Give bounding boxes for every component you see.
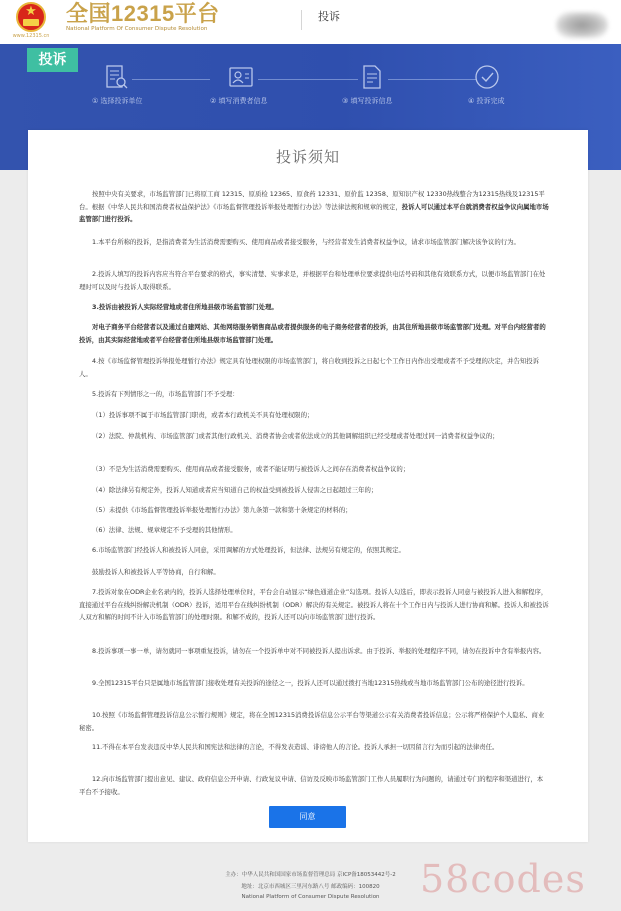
emblem-star-icon: ★ [25,4,37,19]
notice-item-5-4: （4）除法律另有规定外，投诉人知道或者应当知道自己的权益受到被投诉人侵害之日起超过三年的； [92,486,378,494]
building-search-icon [101,62,131,92]
notice-item-5-6: （6）法律、法规、规章规定不予受理的其他情形。 [92,526,237,534]
notice-item-11: 11.不得在本平台发表违反中华人民共和国宪法和法律的言论，不得发表造谣、诽谤他人的言论。投诉人承担一切因留言行为而引起的法律责任。 [92,743,499,751]
notice-item-6-detail: 鼓励投诉人和被投诉人平等协商，自行和解。 [92,568,220,576]
step-2-label: ② 填写消费者信息 [210,97,268,105]
notice-item-2: 2.投诉人填写的投诉内容应当符合平台要求的格式，事实清楚、实事求是，并根据平台和处理单位要求提供电话号码和其他有效联系方式，以便市场监管部门在处理时可以及时与投诉人取得联系。 [79,270,546,291]
notice-item-3: 3.投诉由被投诉人实际经营地或者住所地县级市场监管部门处理。 [92,303,278,311]
notice-item-5-5: （5）未提供《市场监督管理投诉举报处理暂行办法》第九条第一款和第十条规定的材料的； [92,506,352,514]
notice-item-5: 5.投诉有下列情形之一的，市场监管部门不予受理： [92,390,239,398]
header-divider [301,10,302,30]
notice-item-6: 6.市场监管部门经投诉人和被投诉人同意，采用调解的方式处理投诉，但法律、法规另有规定的，依照其规定。 [92,546,405,554]
national-emblem-logo[interactable] [4,2,58,40]
document-icon [356,62,386,92]
notice-item-12: 12.向市场监管部门提出意见、建议、政府信息公开申请、行政复议申请、信访及反映市场监管部门工作人员履职行为问题的，请通过专门的程序和渠道进行，本平台不予接收。 [79,775,544,796]
user-avatar-blurred[interactable] [556,12,608,38]
step-connector [388,79,476,80]
nav-title: 投诉 [318,10,340,23]
step-3-label: ③ 填写投诉信息 [342,97,393,105]
page-title: 投诉须知 [275,148,340,166]
notice-item-7: 7.投诉对象在ODR企业名录内的，投诉人选择处理单位时，平台会自动显示“绿色通道企业”勾选项。投诉人勾选后，即表示投诉人同意与被投诉人进入和解程序，直接通过平台在线纠纷解决机制（ODR）投诉，适用平台在线纠纷机制（ODR）解决的有关规定。被投诉人将在十个工作日内与投诉人进行协商和解。投诉人和被投诉人双方和解的时间不计入市场监管部门的处理时限。和解不成的，投诉人还可以向市场监管部门进行投诉。 [79,588,549,621]
step-1-label: ① 选择投诉单位 [92,97,143,105]
watermark-text: 58codes [420,857,586,901]
footer-sponsor: 主办：中华人民共和国国家市场监督管理总局 京ICP备18053442号-2 [225,872,396,878]
notice-card [28,130,588,842]
intro-bold-text: 投诉人可以通过本平台就消费者权益争议向属地市场监管部门进行投诉。 [79,202,549,223]
notice-item-10: 10.按照《市场监督管理投诉信息公示暂行规则》规定，将在全国12315消费投诉信息公示平台等渠道公示有关消费者投诉信息；公示将严格保护个人隐私、商业秘密。 [79,711,545,732]
logo-url: www.12315.cn [12,33,50,39]
notice-item-8: 8.投诉事项一事一单，请勿就同一事项重复投诉，请勿在一个投诉单中对不同被投诉人提出诉求。由于投诉、举报的处理程序不同，请勿在投诉中含有举报内容。 [92,647,546,655]
top-header [0,0,621,44]
notice-item-1: 1.本平台所称的投诉，是指消费者为生活消费需要购买、使用商品或者接受服务，与经营者发生消费者权益争议，请求市场监管部门解决该争议的行为。 [92,238,520,246]
section-tag: 投诉 [27,48,78,72]
notice-item-5-1: （1）投诉事项不属于市场监管部门职责，或者本行政机关不具有处理权限的； [92,411,314,419]
step-connector [132,79,210,80]
notice-item-3-detail: 对电子商务平台经营者以及通过自建网站、其他网络服务销售商品或者提供服务的电子商务经营者的投诉，由其住所地县级市场监管部门处理。对平台内经营者的投诉，由其实际经营地或者平台经营者住所地县级市场监管部门处理。 [79,323,546,344]
intro-paragraph [79,188,549,226]
notice-item-5-2: （2）法院、仲裁机构、市场监管部门或者其他行政机关、消费者协会或者依法成立的其他调解组织已经受理或者处理过同一消费者权益争议的； [92,432,499,440]
intro-text: 按照中央有关要求，市场监管部门已将原工商 12315、原质检 12365、原食药 12331、原价监 12358、原知识产权 12330热线整合为12315热线及12315平台。根据《中华人民共和国消费者权益保护法》《市场监督管理投诉举报处理暂行办法》等法律法规和规章的规定， [79,190,545,211]
step-4-label: ④ 投诉完成 [468,97,505,105]
brand-title[interactable]: 全国12315平台 [66,1,220,26]
footer-platform-name: National Platform of Consumer Dispute Resolution [241,894,380,900]
notice-item-9: 9.全国12315平台只是属地市场监管部门接收处理有关投诉的途径之一，投诉人还可以通过拨打当地12315热线或当地市场监管部门公布的途径进行投诉。 [92,679,529,687]
user-card-icon [226,62,256,92]
notice-item-4: 4.按《市场监督管理投诉举报处理暂行办法》规定具有处理权限的市场监管部门，将自收到投诉之日起七个工作日内作出受理或者不予受理的决定，并告知投诉人。 [79,357,540,378]
step-connector [258,79,358,80]
footer-address: 地址：北京市西城区三里河东路八号 邮政编码：100820 [241,884,380,890]
check-circle-icon [472,62,502,92]
agree-button[interactable]: 同意 [269,806,346,828]
emblem-gate-icon [23,19,39,26]
brand-subtitle: National Platform Of Consumer Dispute Resolution [66,26,208,32]
notice-item-5-3: （3）不是为生活消费需要购买、使用商品或者接受服务，或者不能证明与被投诉人之间存在消费者权益争议的； [92,465,410,473]
